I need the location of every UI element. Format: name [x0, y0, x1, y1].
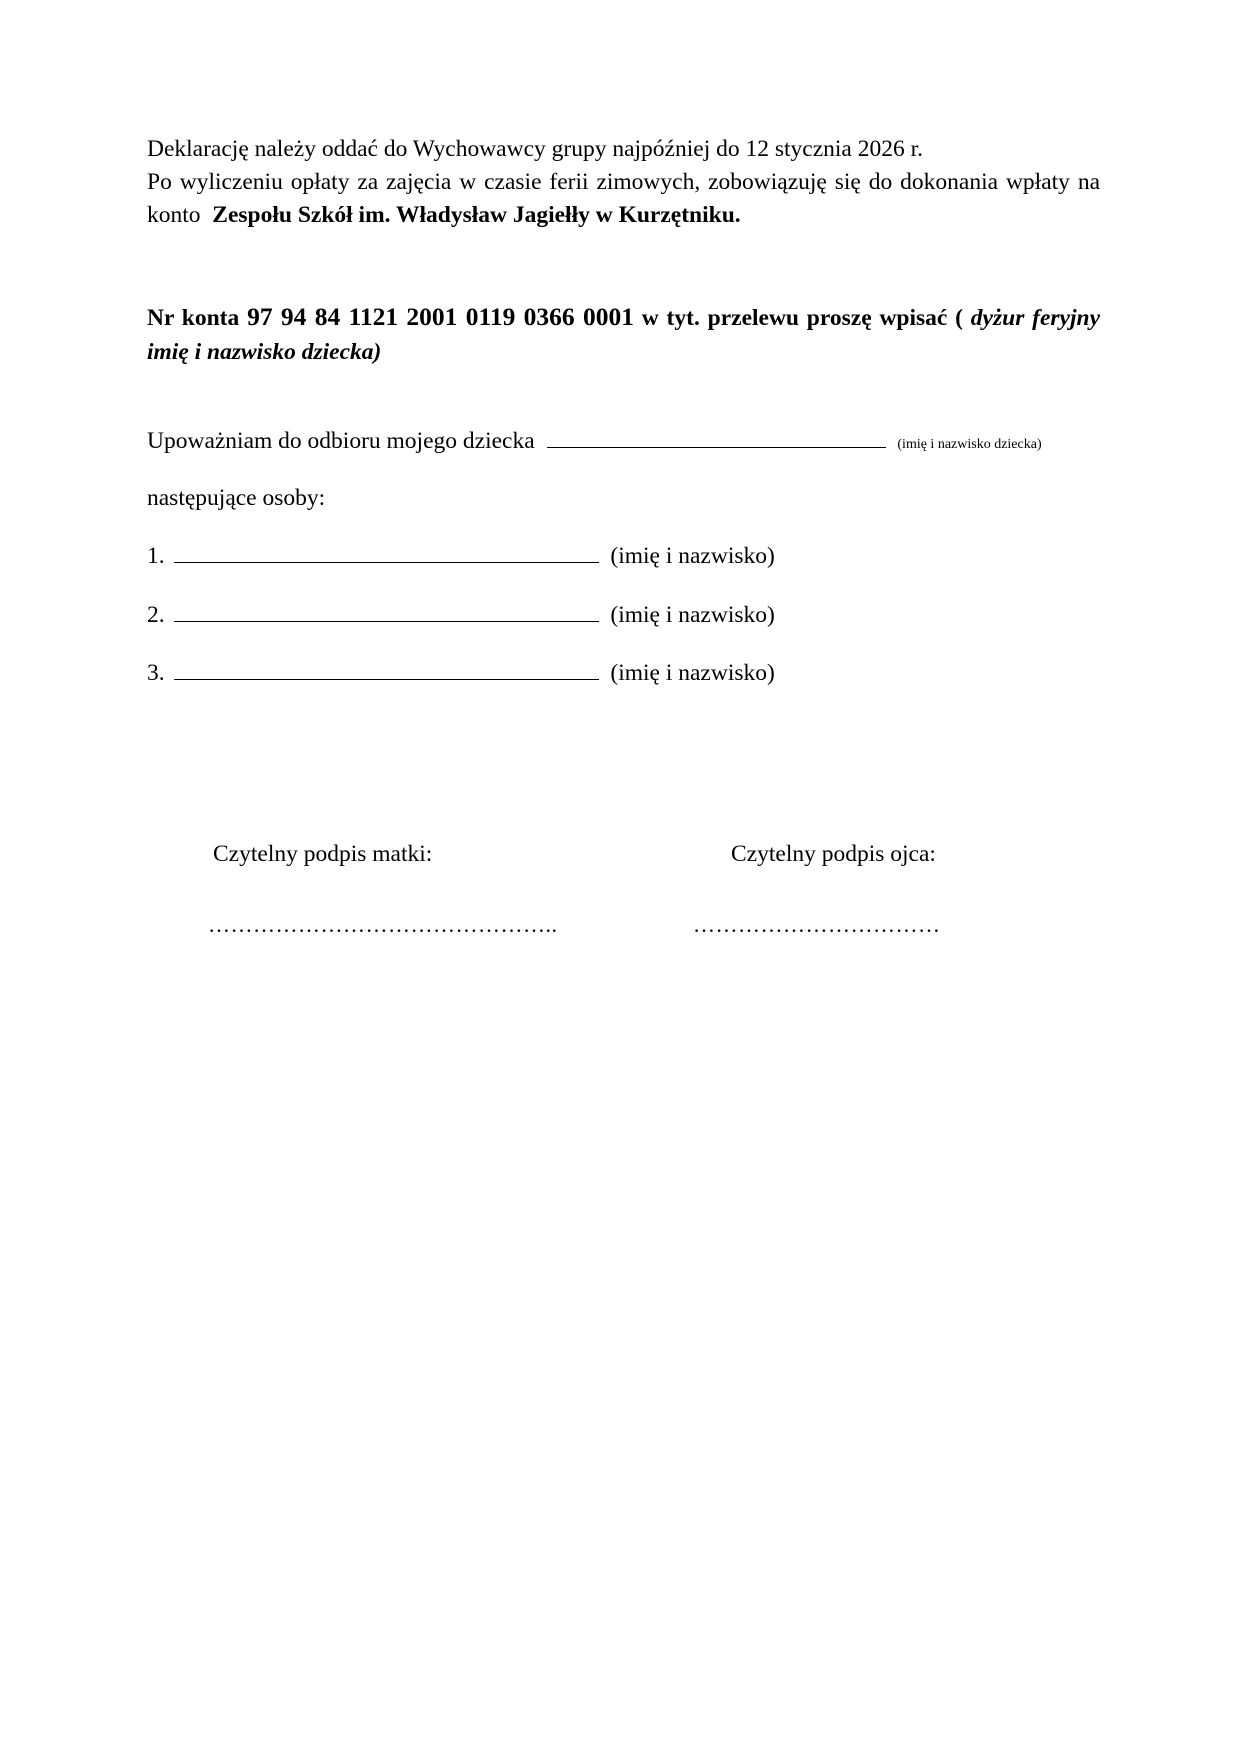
person-number: 3.: [147, 660, 165, 686]
person-hint: (imię i nazwisko): [610, 660, 775, 686]
intro-payment-text: Po wyliczeniu opłaty za zajęcia w czasie ferii zimowych, zobowiązuję się do dokonania wpłaty na konto: [147, 169, 1100, 228]
person-row-1: [147, 540, 775, 573]
intro-deadline-text: Deklarację należy oddać do Wychowawcy grupy najpóźniej do 12 stycznia 2026 r.: [147, 136, 923, 162]
person-3-name-field[interactable]: [174, 657, 599, 680]
child-name-field[interactable]: [547, 425, 886, 448]
person-1-name-field[interactable]: [174, 540, 599, 563]
transfer-title-italic: dyżur feryjny imię i nazwisko dziecka): [147, 305, 1101, 365]
school-name: Zespołu Szkół im. Władysław Jagiełły w Kurzętniku.: [212, 202, 741, 228]
intro-payment-paragraph: [147, 166, 1100, 232]
account-label: Nr konta: [147, 305, 240, 331]
person-row-3: [147, 657, 775, 690]
account-paragraph: [147, 300, 1100, 369]
intro-line-1: [147, 133, 1100, 166]
persons-label: następujące osoby:: [147, 485, 326, 511]
mother-signature-field[interactable]: ………………………………………..: [208, 912, 558, 937]
father-signature-field[interactable]: ……………………………: [693, 912, 941, 937]
person-number: 1.: [147, 543, 165, 569]
person-number: 2.: [147, 602, 165, 628]
father-signature-label: Czytelny podpis ojca:: [731, 841, 936, 867]
authorization-text: Upoważniam do odbioru mojego dziecka: [147, 428, 535, 454]
mother-signature-label: Czytelny podpis matki:: [213, 841, 433, 867]
person-2-name-field[interactable]: [174, 599, 599, 622]
person-row-2: [147, 599, 775, 632]
authorization-row: [147, 425, 1042, 461]
transfer-title-text: w tyt. przelewu proszę wpisać (: [641, 305, 963, 331]
persons-label-row: [147, 482, 325, 515]
person-hint: (imię i nazwisko): [610, 602, 775, 628]
person-hint: (imię i nazwisko): [610, 543, 775, 569]
child-name-note: (imię i nazwisko dziecka): [897, 437, 1042, 452]
account-number: 97 94 84 1121 2001 0119 0366 0001: [247, 302, 634, 331]
